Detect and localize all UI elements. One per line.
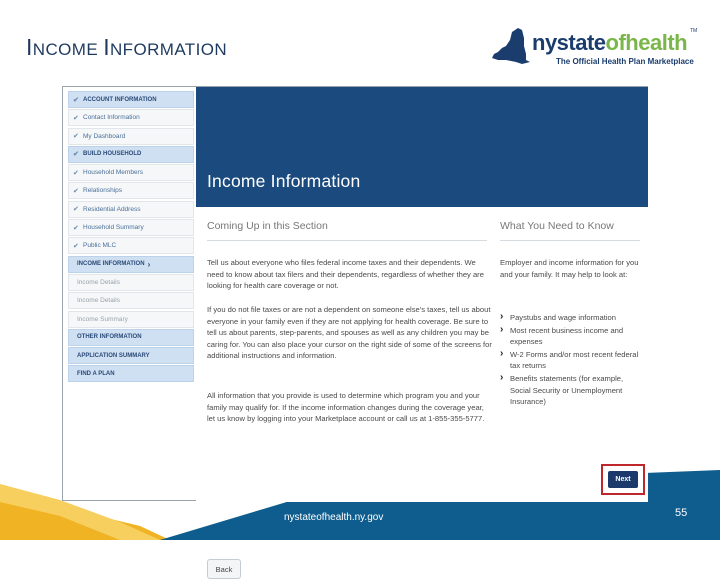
nav-label: FIND A PLAN bbox=[77, 370, 115, 377]
sidebar-nav bbox=[68, 91, 194, 384]
nav-label: BUILD HOUSEHOLD bbox=[83, 151, 142, 158]
check-icon: ✔ bbox=[73, 133, 79, 141]
back-button[interactable]: Back bbox=[207, 559, 241, 579]
nav-item-build-household[interactable] bbox=[68, 146, 194, 163]
nystateofhealth-logo bbox=[486, 24, 700, 72]
slide-title bbox=[26, 34, 227, 61]
nav-item-relationships[interactable] bbox=[68, 182, 194, 199]
list-item: › W-2 Forms and/or most recent federal tax returns bbox=[500, 349, 640, 372]
need-list bbox=[500, 312, 640, 409]
new-york-state-map-icon bbox=[486, 24, 532, 70]
divider bbox=[207, 240, 487, 241]
nav-item-application-summary[interactable] bbox=[68, 347, 194, 364]
nav-label: Contact Information bbox=[83, 114, 140, 122]
title-first-cap: I bbox=[26, 34, 33, 60]
nav-item-household-summary[interactable] bbox=[68, 219, 194, 236]
coming-up-title: Coming Up in this Section bbox=[207, 220, 328, 232]
page-title: Income Information bbox=[207, 171, 361, 191]
page-number: 55 bbox=[675, 507, 688, 519]
nav-label: Income Details bbox=[77, 278, 120, 286]
nav-item-my-dashboard[interactable] bbox=[68, 128, 194, 145]
divider bbox=[500, 240, 640, 241]
footer-url: nystateofhealth.ny.gov bbox=[284, 512, 384, 523]
nav-label: Income Details bbox=[77, 297, 120, 305]
logo-wordmark-a: nystate bbox=[532, 30, 606, 55]
nav-item-household-members[interactable] bbox=[68, 164, 194, 181]
nav-item-public-mlc[interactable] bbox=[68, 237, 194, 254]
nav-label: My Dashboard bbox=[83, 132, 126, 140]
nav-label: OTHER INFORMATION bbox=[77, 334, 142, 341]
title-second-rest: NFORMATION bbox=[110, 40, 228, 59]
nav-item-residential-address[interactable] bbox=[68, 201, 194, 218]
nav-item-other-information[interactable] bbox=[68, 329, 194, 346]
check-icon: ✔ bbox=[73, 169, 79, 177]
check-icon: ✔ bbox=[73, 242, 79, 250]
next-button[interactable]: Next bbox=[608, 471, 638, 488]
nav-item-income-information[interactable] bbox=[68, 256, 194, 273]
logo-trademark: TM bbox=[690, 28, 698, 34]
nav-item-account-information[interactable] bbox=[68, 91, 194, 108]
nav-label: INCOME INFORMATION bbox=[77, 261, 145, 268]
check-icon: ✔ bbox=[73, 114, 79, 122]
next-button-highlight bbox=[601, 464, 645, 495]
nav-label: ACCOUNT INFORMATION bbox=[83, 96, 157, 103]
logo-wordmark-b: ofhealth bbox=[605, 30, 688, 55]
check-icon: ✔ bbox=[73, 187, 79, 195]
nav-item-income-details-2 bbox=[68, 292, 194, 309]
need-to-know-title: What You Need to Know bbox=[500, 220, 614, 232]
no-taxes-paragraph: If you do not file taxes or are not a dependent on someone else's taxes, tell us about everyone in your family even if they are not applying for health coverage. Be sure to tell us about parents, step-parents, and spouses as well as any children you may be caring for. You can also place your cursor on the right side of some of the screens for additional instructions and information. bbox=[207, 305, 492, 361]
eligibility-paragraph: All information that you provide is used to determine which program you and your family may qualify for. If the income information changes during the coverage year, let us know by logging into your Marketplace account or call us at 1-855-355-5777. bbox=[207, 391, 485, 424]
main-header bbox=[196, 87, 648, 207]
title-second-cap: I bbox=[103, 34, 110, 60]
nav-label: Household Summary bbox=[83, 224, 144, 232]
list-item: › Benefits statements (for example, Social Security or Unemployment Insurance) bbox=[500, 373, 640, 408]
nav-item-income-details bbox=[68, 274, 194, 291]
logo-wordmark bbox=[532, 30, 687, 56]
nav-item-contact-information[interactable] bbox=[68, 109, 194, 126]
check-icon: ✔ bbox=[73, 206, 79, 214]
nav-label: Residential Address bbox=[83, 205, 141, 213]
intro-paragraph: Tell us about everyone who files federal income taxes and their dependents. We need to know about tax filers and their dependents, regardless of whether they are looking for health care coverage or not. bbox=[207, 258, 484, 291]
nav-label: Household Members bbox=[83, 169, 143, 177]
nav-label: Public MLC bbox=[83, 242, 117, 250]
nav-label: APPLICATION SUMMARY bbox=[77, 352, 150, 359]
check-icon: ✔ bbox=[73, 96, 79, 104]
check-icon: ✔ bbox=[73, 151, 79, 159]
logo-tagline: The Official Health Plan Marketplace bbox=[556, 57, 694, 66]
nav-item-income-summary bbox=[68, 311, 194, 328]
need-intro: Employer and income information for you and your family. It may help to look at: bbox=[500, 258, 639, 279]
check-icon: ✔ bbox=[73, 224, 79, 232]
chevron-right-icon: › bbox=[147, 259, 151, 269]
list-item: › Paystubs and wage information bbox=[500, 312, 640, 324]
title-first-rest: NCOME bbox=[32, 40, 99, 59]
nav-label: Relationships bbox=[83, 187, 123, 195]
nav-label: Income Summary bbox=[77, 315, 128, 323]
nav-item-find-a-plan[interactable] bbox=[68, 365, 194, 382]
list-item: › Most recent business income and expenses bbox=[500, 325, 640, 348]
